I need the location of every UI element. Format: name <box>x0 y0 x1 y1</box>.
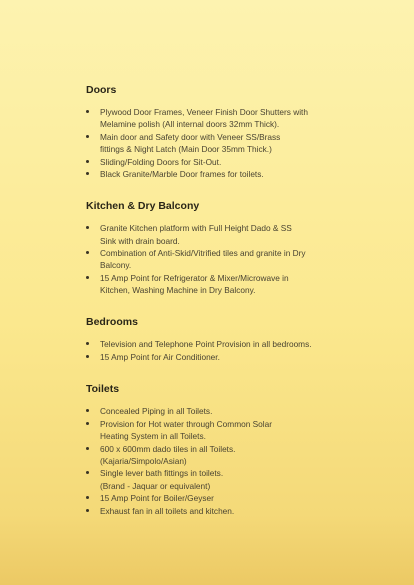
list-item <box>86 418 280 442</box>
list-item <box>86 156 386 168</box>
section-title: Toilets <box>86 383 120 396</box>
list-item <box>86 106 320 130</box>
list-item-text: Provision for Hot water through Common Solar Heating System in all Toilets. <box>100 418 273 441</box>
list-item-text: Combination of Anti-Skid/Vitrified tiles and granite in Dry Balcony. <box>100 248 306 271</box>
list-item-text: Granite Kitchen platform with Full Height Dado & SS Sink with drain board. <box>100 223 292 246</box>
list-item-text: 600 x 600mm dado tiles in all Toilets. (Kajaria/Simpolo/Asian) <box>100 443 236 466</box>
bullet-list <box>86 106 386 180</box>
section-doors <box>86 84 386 180</box>
list-item-text: Main door and Safety door with Veneer SS/Brass fittings & Night Latch (Main Door 35mm Thick.) <box>100 131 281 154</box>
list-item-text: Single lever bath fittings in toilets. (Brand - Jaquar or equivalent) <box>100 468 224 491</box>
list-item-text: Plywood Door Frames, Veneer Finish Door Shutters with Melamine polish (All internal doors 32mm Thick). <box>100 107 308 130</box>
list-item <box>86 467 250 491</box>
bullet-list <box>86 222 386 296</box>
list-item-text: 15 Amp Point for Boiler/Geyser <box>100 493 214 504</box>
bullet-icon <box>86 110 89 113</box>
list-item <box>86 492 386 504</box>
list-item <box>86 272 318 296</box>
section-title: Doors <box>86 84 117 96</box>
bullet-icon <box>86 471 89 474</box>
section-title: Kitchen & Dry Balcony <box>86 200 200 213</box>
bullet-icon <box>86 160 89 163</box>
bullet-list <box>86 338 386 363</box>
list-item <box>86 351 386 363</box>
list-item-text: Television and Telephone Point Provision in all bedrooms. <box>100 339 312 350</box>
section-title: Bedrooms <box>86 316 138 329</box>
specifications-document <box>86 84 386 537</box>
list-item <box>86 247 322 271</box>
list-item-text: 15 Amp Point for Refrigerator & Mixer/Microwave in Kitchen, Washing Machine in Dry Balcony. <box>100 272 289 296</box>
bullet-icon <box>86 409 89 412</box>
bullet-icon <box>86 172 89 175</box>
bullet-icon <box>86 355 89 358</box>
bullet-icon <box>86 135 89 138</box>
bullet-icon <box>86 496 89 499</box>
section-toilets <box>86 383 386 517</box>
bullet-list <box>86 405 386 517</box>
bullet-icon <box>86 251 89 254</box>
list-item-text: Sliding/Folding Doors for Sit-Out. <box>100 156 222 167</box>
list-item <box>86 168 386 180</box>
list-item <box>86 338 386 350</box>
list-item <box>86 505 386 517</box>
bullet-icon <box>86 342 89 345</box>
bullet-icon <box>86 509 89 512</box>
bullet-icon <box>86 276 89 279</box>
bullet-icon <box>86 422 89 425</box>
list-item <box>86 405 386 417</box>
list-item-text: Concealed Piping in all Toilets. <box>100 406 213 417</box>
list-item <box>86 131 300 155</box>
list-item-text: Exhaust fan in all toilets and kitchen. <box>100 505 235 516</box>
list-item <box>86 222 300 246</box>
list-item-text: 15 Amp Point for Air Conditioner. <box>100 351 220 362</box>
list-item <box>86 443 260 467</box>
list-item-text: Black Granite/Marble Door frames for toilets. <box>100 169 264 180</box>
section-bedrooms <box>86 316 386 363</box>
bullet-icon <box>86 226 89 229</box>
section-kitchen-dry-balcony <box>86 200 386 296</box>
bullet-icon <box>86 447 89 450</box>
